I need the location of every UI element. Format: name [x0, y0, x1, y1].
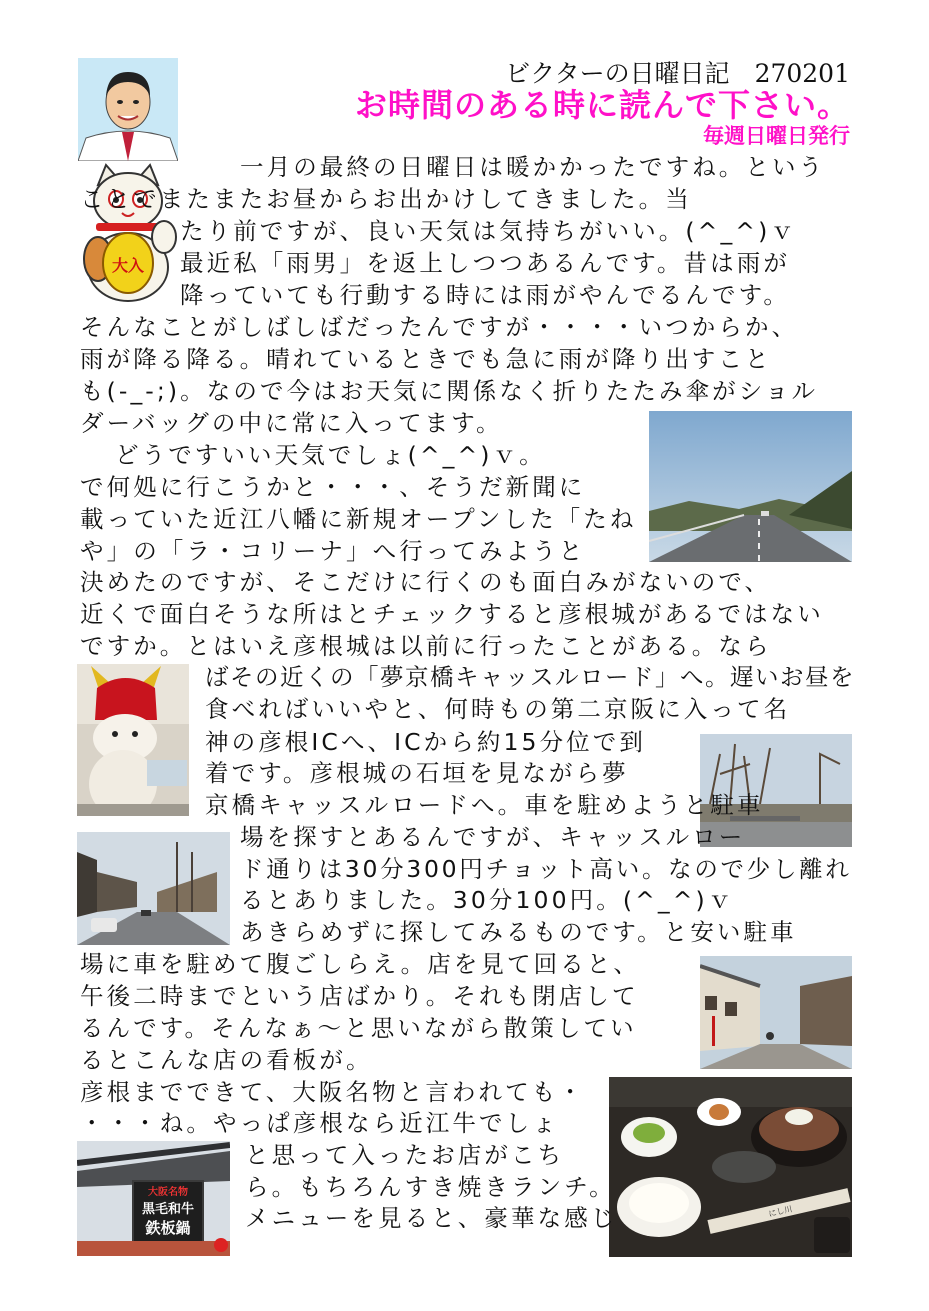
text-line: ダーバッグの中に常に入ってます。 — [80, 409, 503, 437]
text-line: ばその近くの「夢京橋キャッスルロード」へ。遅いお昼を — [205, 663, 855, 691]
text-line: や」の「ラ・コリーナ」へ行ってみようと — [80, 537, 586, 565]
text-line: るとこんな店の看板が。 — [80, 1046, 373, 1074]
text-line: そんなことがしばしばだったんですが・・・・いつからか、 — [80, 313, 799, 341]
text-line: で何処に行こうかと・・・、そうだ新聞に — [80, 473, 586, 501]
text-line: 神の彦根ICへ、ICから約15分位で到 — [205, 728, 646, 756]
chopstick-wrapper-text: にし川 — [767, 1204, 794, 1219]
mascot-badge: 大入 — [111, 256, 145, 275]
text-line: 京橋キャッスルロードへ。車を駐めようと駐車 — [205, 791, 764, 819]
text-line: 降っていても行動する時には雨がやんでるんです。 — [180, 281, 790, 309]
text-line: ですか。とはいえ彦根城は以前に行ったことがある。なら — [80, 632, 772, 660]
text-line: るとありました。30分100円。(^_^)ｖ — [240, 886, 735, 914]
sign-text-bot: 鉄板鍋 — [145, 1219, 191, 1237]
text-line: も(-_-;)。なので今はお天気に関係なく折りたたみ傘がショル — [80, 377, 819, 405]
text-line: どうですいい天気でしょ(^_^)ｖ。 — [115, 441, 546, 469]
text-line: るんです。そんなぁ～と思いながら散策してい — [80, 1014, 637, 1042]
text-line: 彦根までできて、大阪名物と言われても・ — [80, 1078, 585, 1106]
publication-note: 毎週日曜日発行 — [703, 124, 850, 148]
highway-photo — [649, 411, 852, 562]
text-line: 食べればいいやと、何時もの第二京阪に入って名 — [205, 695, 791, 723]
text-line: 最近私「雨男」を返上しつつあるんです。昔は雨が — [180, 249, 790, 277]
text-line: 一月の最終の日曜日は暖かかったですね。という — [240, 153, 826, 181]
diary-subtitle: お時間のある時に読んで下さい。 — [354, 86, 850, 124]
text-line: 決めたのですが、そこだけに行くのも面白みがないので、 — [80, 568, 772, 596]
restaurant-sign-photo — [77, 1141, 230, 1256]
text-line: 場に車を駐めて腹ごしらえ。店を見て回ると、 — [80, 950, 641, 978]
text-line: ら。もちろんすき焼きランチ。 — [245, 1173, 616, 1201]
text-line: 午後二時までという店ばかり。それも閉店して — [80, 982, 639, 1010]
text-line: ・・・ね。やっぱ彦根なら近江牛でしょ — [80, 1109, 559, 1137]
text-line: と思って入ったお店がこち — [245, 1141, 565, 1169]
sukiyaki-lunch-photo — [609, 1077, 852, 1257]
text-line: ことでまたまたお昼からお出かけしてきました。当 — [80, 185, 692, 213]
text-line: 近くで面白そうな所はとチェックすると彦根城があるではない — [80, 600, 824, 628]
diary-title: ビクターの日曜日記 270201 — [505, 59, 850, 88]
author-portrait — [78, 58, 178, 161]
text-line: 雨が降る降る。晴れているときでも急に雨が降り出すこと — [80, 345, 772, 373]
mascot-statue-photo — [77, 664, 189, 816]
text-line: 場を探すとあるんですが、キャッスルロー — [240, 823, 746, 851]
text-line: たり前ですが、良い天気は気持ちがいい。(^_^)ｖ — [180, 217, 797, 245]
text-line: あきらめずに探してみるものです。と安い駐車 — [240, 918, 797, 946]
text-line: メニューを見ると、豪華な感じ — [245, 1204, 618, 1232]
sign-text-mid: 黒毛和牛 — [141, 1202, 195, 1217]
street-photo — [77, 832, 230, 945]
sign-text-top: 大阪名物 — [148, 1187, 188, 1198]
text-line: 着です。彦根城の石垣を見ながら夢 — [205, 759, 629, 787]
text-line: ド通りは30分300円チョット高い。なので少し離れ — [240, 855, 852, 883]
text-line: 載っていた近江八幡に新規オープンした「たね — [80, 505, 637, 533]
shop-street-photo — [700, 956, 852, 1069]
